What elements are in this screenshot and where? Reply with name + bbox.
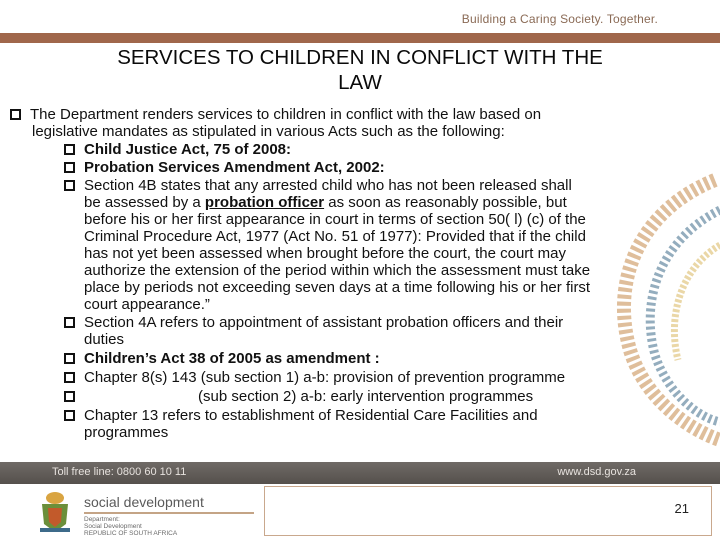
probation-officer-term: probation officer [204, 194, 325, 211]
title-line-1: SERVICES TO CHILDREN IN CONFLICT WITH THE [117, 46, 603, 69]
list-item: (sub section 2) a-b: early intervention programmes [64, 388, 533, 405]
list-item-continuation: court appearance.” [84, 296, 210, 313]
checkbox-bullet-icon [64, 180, 75, 191]
tollfree-number: Toll free line: 0800 60 10 11 [52, 466, 187, 478]
checkbox-bullet-icon [64, 353, 75, 364]
logo-subtext: Department: Social Development REPUBLIC OF SOUTH AFRICA [84, 516, 178, 537]
footer [0, 484, 720, 540]
page-number: 21 [674, 501, 689, 516]
list-item-continuation: has not yet been assessed when brought before the court, the court may [84, 245, 566, 262]
list-item: Section 4A refers to appointment of assistant probation officers and their [64, 314, 563, 331]
department-logo-text [84, 494, 204, 510]
page-title [0, 45, 720, 95]
list-item: Child Justice Act, 75 of 2008: [64, 141, 291, 158]
list-item-continuation: duties [84, 331, 125, 348]
page-number-box [264, 486, 712, 536]
contact-strip [0, 462, 720, 484]
list-item: The Department renders services to children in conflict with the law based on [10, 106, 541, 123]
checkbox-bullet-icon [64, 410, 75, 421]
checkbox-bullet-icon [64, 391, 75, 402]
checkbox-bullet-icon [64, 162, 75, 173]
title-band [0, 33, 720, 43]
list-item-continuation: before his or her first appearance in court in terms of section 50( l) (c) of the [84, 211, 586, 228]
list-item-continuation: be assessed by a probation officer as soon as reasonably possible, but [84, 194, 567, 211]
list-item-continuation: programmes [84, 424, 169, 441]
list-item-continuation: legislative mandates as stipulated in various Acts such as the following: [32, 123, 505, 140]
slogan-strip [0, 0, 720, 33]
checkbox-bullet-icon [10, 109, 21, 120]
list-item: Probation Services Amendment Act, 2002: [64, 159, 385, 176]
slogan: Building a Caring Society. Together. [461, 12, 658, 26]
title-area [0, 43, 720, 96]
list-item: Chapter 13 refers to establishment of Residential Care Facilities and [64, 407, 538, 424]
list-item: Section 4B states that any arrested child who has not been released shall [64, 177, 572, 194]
list-item: Children’s Act 38 of 2005 as amendment : [64, 350, 380, 367]
logo-divider [84, 512, 254, 514]
coat-of-arms-icon [36, 490, 74, 534]
checkbox-bullet-icon [64, 372, 75, 383]
list-item-continuation: Criminal Procedure Act, 1977 (Act No. 51 of 1977): Provided that if the child [84, 228, 586, 245]
title-line-2: LAW [338, 71, 382, 94]
list-item-continuation: place by periods not exceeding seven days at a time following his or her first [84, 279, 591, 296]
website-url: www.dsd.gov.za [557, 466, 636, 478]
list-item: Chapter 8(s) 143 (sub section 1) a-b: provision of prevention programme [64, 369, 565, 386]
checkbox-bullet-icon [64, 144, 75, 155]
logo-main: social development [84, 494, 204, 510]
list-item-continuation: authorize the extension of the period within which the assessment must take [84, 262, 591, 279]
checkbox-bullet-icon [64, 317, 75, 328]
